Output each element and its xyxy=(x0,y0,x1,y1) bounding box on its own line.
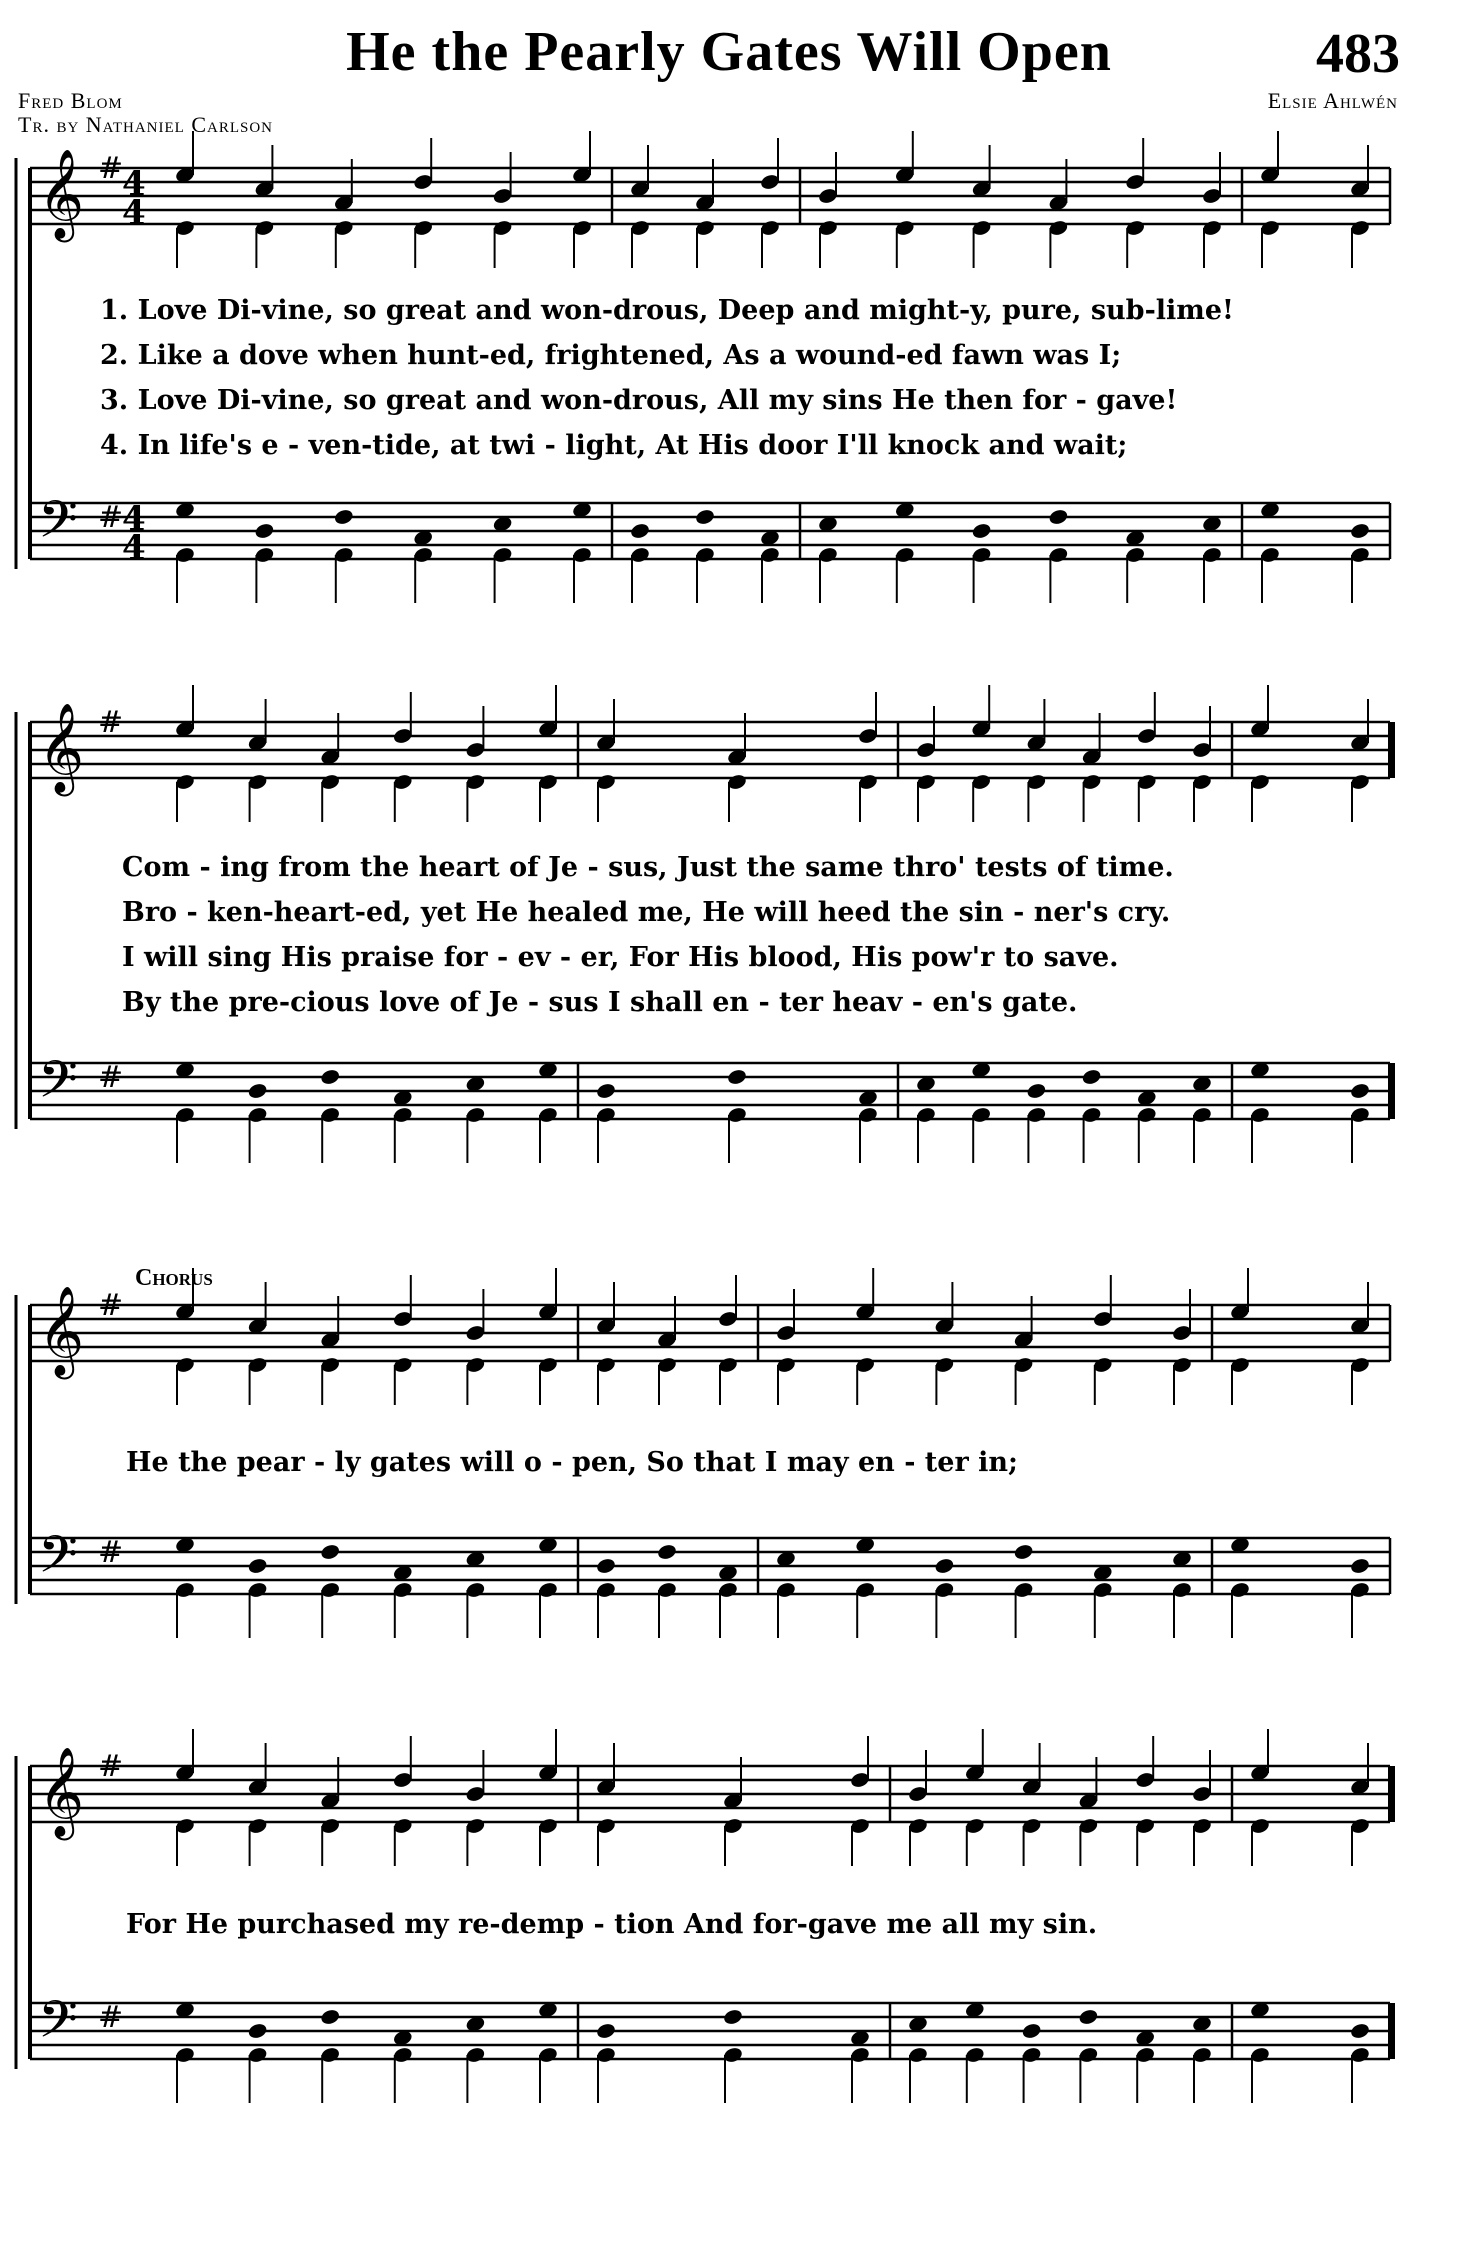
chorus-label: Chorus xyxy=(135,1265,213,1291)
treble-clef-icon: 𝄞 xyxy=(38,1286,85,1376)
note-head xyxy=(934,1557,955,1575)
sharp-icon: # xyxy=(98,2000,124,2035)
note-head xyxy=(1078,2008,1099,2026)
lyric-line: 4. In life's e - ven-tide, at twi - light, At His door I'll knock and wait; xyxy=(100,430,1128,461)
sharp-icon: # xyxy=(98,1060,124,1095)
lyric-line: I will sing His praise for - ev - er, For His blood, His pow'r to save. xyxy=(122,942,1119,973)
lyric-line: 1. Love Di-vine, so great and won-drous, Deep and might-y, pure, sub-lime! xyxy=(100,295,1234,326)
note-head xyxy=(333,508,354,526)
note-head xyxy=(1021,2022,1042,2040)
bass-staff xyxy=(30,2003,1390,2059)
author-credit: Fred Blom xyxy=(18,88,123,113)
note-head xyxy=(1081,1068,1102,1086)
time-signature-top: 4 xyxy=(122,164,146,204)
note-head xyxy=(595,1082,616,1100)
note-head xyxy=(320,1543,341,1561)
bass-clef-icon: 𝄢 xyxy=(38,489,78,562)
lyric-line: For He purchased my re-demp - tion And for-gave me all my sin. xyxy=(126,1909,1098,1940)
sharp-icon: # xyxy=(98,1535,124,1570)
sharp-icon: # xyxy=(98,1288,124,1323)
note-head xyxy=(595,1557,616,1575)
sharp-icon: # xyxy=(98,151,124,186)
note-head xyxy=(971,522,992,540)
lyric-line: Com - ing from the heart of Je - sus, Just the same thro' tests of time. xyxy=(122,852,1174,883)
note-head xyxy=(629,522,650,540)
hymn-number: 483 xyxy=(1316,23,1400,85)
treble-staff xyxy=(30,722,1390,778)
bass-clef-icon: 𝄢 xyxy=(38,1049,78,1122)
note-head xyxy=(1013,1543,1034,1561)
time-signature-bottom: 4 xyxy=(122,528,146,568)
note-head xyxy=(1026,1082,1047,1100)
time-signature-bottom: 4 xyxy=(122,193,146,233)
note-head xyxy=(1349,1557,1370,1575)
note-head xyxy=(656,1543,677,1561)
note-head xyxy=(1349,1082,1370,1100)
note-head xyxy=(694,508,715,526)
lyric-line: By the pre-cious love of Je - sus I shall en - ter heav - en's gate. xyxy=(122,987,1078,1018)
composer-credit: Elsie Ahlwén xyxy=(1267,88,1398,113)
note-head xyxy=(247,1082,268,1100)
bass-staff xyxy=(30,1063,1390,1119)
final-barline xyxy=(1388,1766,1395,1822)
final-barline xyxy=(1388,2003,1395,2059)
treble-clef-icon: 𝄞 xyxy=(38,1747,85,1837)
sharp-icon: # xyxy=(98,1749,124,1784)
lyric-line: He the pear - ly gates will o - pen, So that I may en - ter in; xyxy=(126,1447,1018,1478)
sharp-icon: # xyxy=(98,705,124,740)
note-head xyxy=(254,522,275,540)
note-head xyxy=(722,2008,743,2026)
treble-clef-icon: 𝄞 xyxy=(38,149,85,239)
system-2-lyrics xyxy=(122,845,1174,1025)
treble-staff xyxy=(30,168,1390,224)
note-head xyxy=(726,1068,747,1086)
final-barline xyxy=(1388,722,1395,778)
lyric-line: 3. Love Di-vine, so great and won-drous, All my sins He then for - gave! xyxy=(100,385,1178,416)
bass-clef-icon: 𝄢 xyxy=(38,1989,78,2062)
treble-clef-icon: 𝄞 xyxy=(38,703,85,793)
note-head xyxy=(1349,2022,1370,2040)
system-1-lyrics xyxy=(100,288,1234,468)
sharp-icon: # xyxy=(98,500,124,535)
system-3-lyrics xyxy=(126,1440,1018,1485)
time-signature-top: 4 xyxy=(122,499,146,539)
lyric-line: Bro - ken-heart-ed, yet He healed me, He will heed the sin - ner's cry. xyxy=(122,897,1171,928)
system-4-lyrics xyxy=(126,1902,1097,1947)
note-head xyxy=(320,1068,341,1086)
translator-credit: Tr. by Nathaniel Carlson xyxy=(18,112,273,137)
note-head xyxy=(1048,508,1069,526)
note-head xyxy=(595,2022,616,2040)
note-head xyxy=(320,2008,341,2026)
treble-staff xyxy=(30,1766,1390,1822)
note-head xyxy=(247,1557,268,1575)
hymn-title: He the Pearly Gates Will Open xyxy=(346,21,1112,83)
bass-clef-icon: 𝄢 xyxy=(38,1524,78,1597)
final-barline xyxy=(1388,1063,1395,1119)
lyric-line: 2. Like a dove when hunt-ed, frightened, As a wound-ed fawn was I; xyxy=(100,340,1122,371)
note-head xyxy=(247,2022,268,2040)
note-head xyxy=(1349,522,1370,540)
